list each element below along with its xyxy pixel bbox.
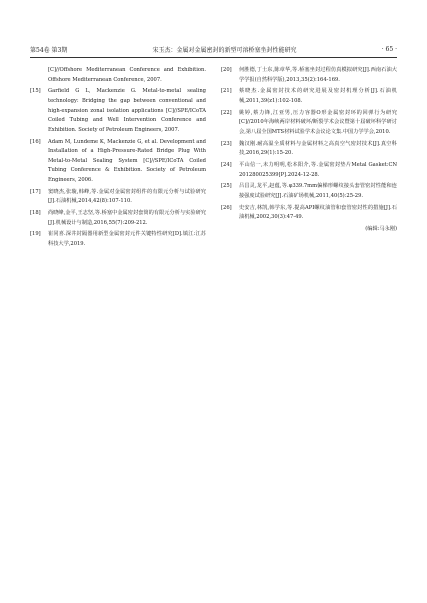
- reference-text: Adam M, Lundeme K, Mackenzie G, et al. Development and Installation of a High-Pressure-Rated Bridge Plug With Metal-to-Metal Sealing System [C]//SPE/ICoTA Coiled Tubing Conference & Exhibition. Society of Petroleum Engineers, 2006.: [48, 138, 206, 183]
- reference-number: [18]: [30, 210, 41, 217]
- reference-text: 姚婷,蔡力锋,江亚男,压力容器O形金属密封环的回弹行为研究[C]//2010年海峡两岸材料破坏/断裂学术会议暨第十届破坏科学研讨会,第八届全国MTS材料试验学术会议论文集.中国力学学会,2010.: [239, 109, 397, 135]
- reference-text: 何胜德,丁士东,陈章华,等.桥塞坐封过程仿真模拟研究[J].西南石油大学学报(自然科学版),2013,35(2):164-169.: [239, 67, 397, 83]
- running-title: 宋玉杰：金属对金属密封的新型可溶桥塞坐封性能研究: [152, 46, 297, 54]
- reference-text: 魏汉刚.耐高温全质材料与金属材料之高真空气密封技术[J].真空科技,2016,29(1):15-20.: [239, 140, 397, 157]
- reference-item: [221, 66, 397, 85]
- reference-number: [24]: [221, 162, 232, 169]
- reference-number: [21]: [221, 88, 232, 95]
- reference-number: [20]: [221, 67, 232, 73]
- references-section: [30, 66, 397, 252]
- reference-number: [15]: [30, 88, 41, 95]
- reference-number: [22]: [221, 109, 232, 116]
- reference-number: [26]: [221, 204, 232, 211]
- reference-item: [221, 182, 397, 201]
- reference-text: 史安吉,林凯,韩学东,等.提高API螺纹油管和套管密封性的措施[J].石油机械,2002,30(3):47-49.: [239, 204, 397, 221]
- reference-number: [16]: [30, 138, 41, 145]
- references-right-column: [221, 66, 397, 252]
- reference-item: [221, 140, 397, 159]
- reference-text: [C]//Offshore Mediterranean Conference and Exhibition. Offshore Mediterranean Conference, 2007.: [48, 67, 206, 83]
- reference-number: [23]: [221, 140, 232, 147]
- reference-item: [221, 161, 397, 180]
- reference-item: [30, 138, 206, 186]
- reference-text: 蔡晓杰.金属密封技术的研究进展及密封机理分析[J].石油机械,2011,39(z1):102-108.: [239, 88, 397, 104]
- reference-text: 尚晓峰,金平,王志坚,等.桥塞中金属密封套筒的有限元分析与实验研究[J].机械设计与制造,2016,55(7):209-212.: [48, 210, 206, 226]
- reference-text: 窦晓杰,张璇,韩峰,等.金属对金属密封组件的有限元分析与试验研究[J].石油机械,2014,42(8):107-110.: [48, 188, 206, 205]
- journal-volume-issue: 第54卷 第3期: [30, 46, 68, 54]
- reference-number: [25]: [221, 183, 232, 190]
- reference-item: [221, 204, 397, 223]
- references-left-column: [30, 66, 206, 252]
- reference-item: [221, 109, 397, 138]
- reference-item: [221, 87, 397, 106]
- editor-note: (编辑:马永刚): [365, 226, 397, 233]
- reference-text: Garfield G L, Mackenzie G. Metal-to-metal sealing technology: Bridging the gap between conventional and high-expansion zonal isolation applications [C]//SPE/ICoTA Coiled Tubing and Well Intervention Conference and Exhibition. Society of Petroleum Engineers, 2007.: [48, 88, 206, 133]
- header-rule: [30, 57, 397, 58]
- reference-item: [30, 87, 206, 135]
- reference-item: [30, 209, 206, 228]
- reference-number: [19]: [30, 231, 41, 238]
- reference-item: [30, 188, 206, 207]
- running-header: [30, 42, 397, 56]
- reference-text: 崔同喜.深井封隔器用新型金属密封元件关键特性研究[D].镇江:江苏科技大学,2019.: [48, 231, 206, 248]
- page-number: · 65 ·: [381, 45, 397, 53]
- reference-item: [30, 230, 206, 249]
- reference-text: 吕昌灵,龙平,赵蕴,等.φ339.7mm偏梯形螺纹接头套管密封性能和连接强度试验研究[J].石油矿场机械,2011,40(5):25-29.: [239, 183, 397, 200]
- reference-number: [30, 66, 48, 85]
- reference-item: [30, 66, 206, 85]
- reference-number: [17]: [30, 188, 41, 195]
- reference-text: 平山信一,未力明明,松本阳介,等.金属密封垫片Metal Gasket:CN 201280025399[P].2024-12-28.: [239, 162, 397, 178]
